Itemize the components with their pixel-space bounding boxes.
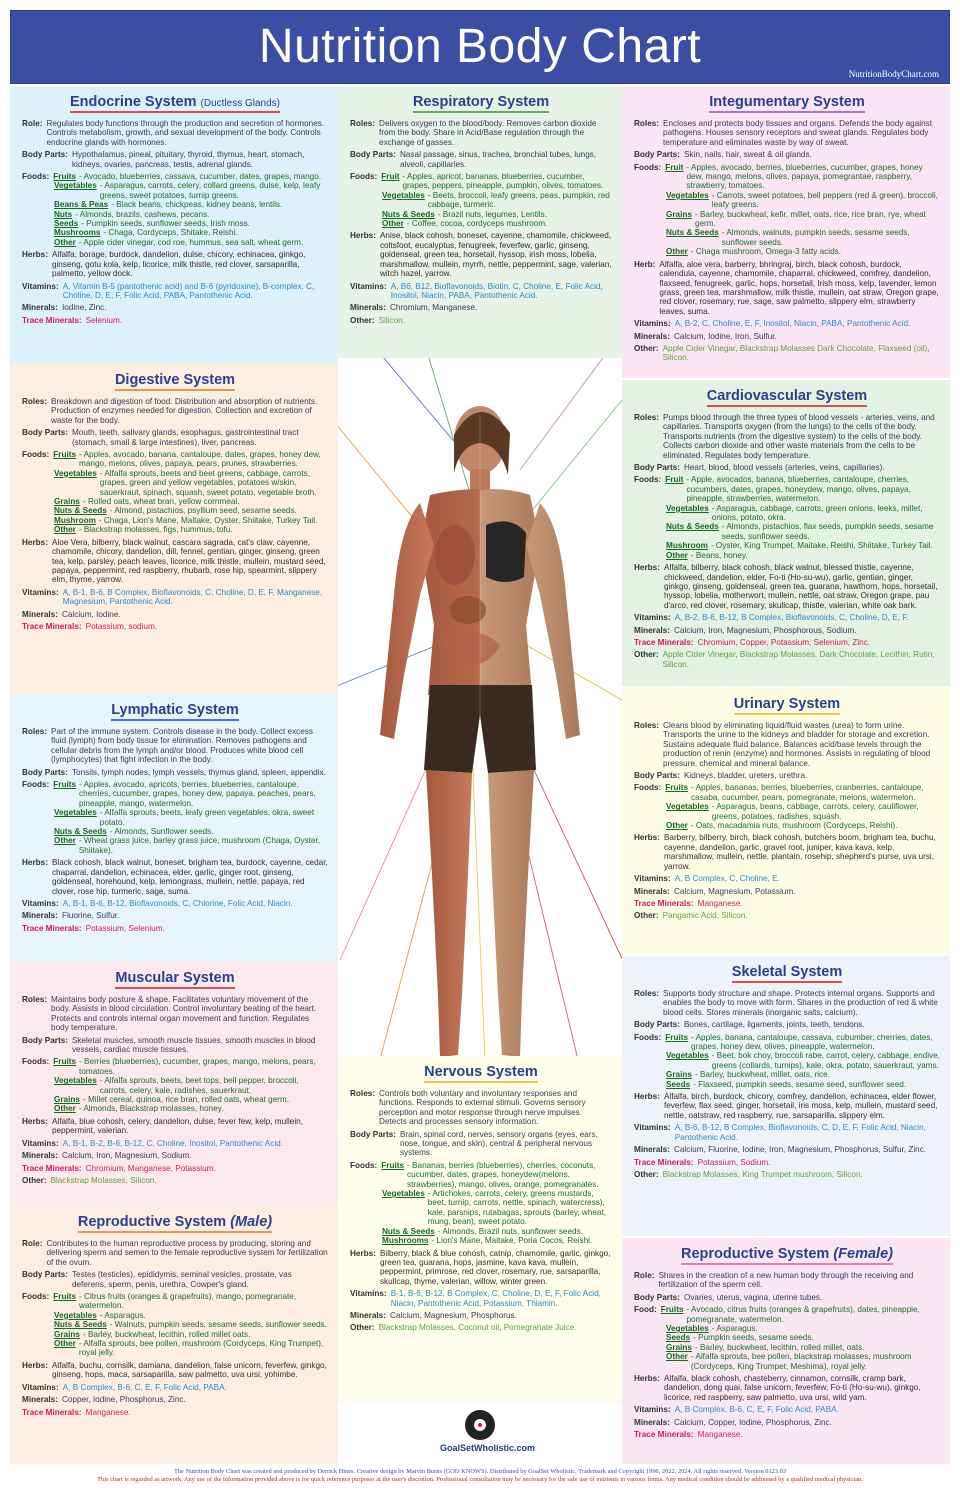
- lymphatic-trace: Trace Minerals: Potassium, Selenium.: [22, 923, 165, 933]
- digestive-foods: Foods: Fruits - Apples, avocado, banana, cantaloupe, dates, grapes, honey dew, mango, melons, olives, papaya, pears, prunes, strawberries. Vegetables - Alfalfa sprouts, beets and beet greens, cabbage, carrots, grapes, green and yellow vegetables, potatoes w/skin, sauerkraut, spinach, squash, sweet potato, vegetable broth. Grains - Rolled oats, wheat bran, yellow cornmeal. Nuts & Seeds - Almond, pistachios, psyllium seed, sesame seeds. Mushroom - Chaga, Lion's Mane, Maitake, Oyster, Shiitake, Turkey Tail. Other - Blackstrap molasses, figs, hummus, tofu.: [22, 450, 321, 535]
- skeletal-parts: Body Parts: Bones, cartilage, ligaments, joints, teeth, tendons.: [634, 1020, 865, 1030]
- urinary-foods: Foods: Fruits - Apples, bananas, berries, blueberries, cranberries, cantaloupe, casaba, cucumber, pears, pomegranate, melons, watermelon. Vegetables - Asparagus, beans, cabbage, carrots, celery, cauliflower, greens, potatoes, radishes, squash. Other - Oats, macadamia nuts, mushroom (Cordyceps, Reishi).: [634, 783, 924, 831]
- lymphatic-role: Roles: Part of the immune system. Controls disease in the body. Collect excess fluid (lymph) from body tissue for elimination. Removes pathogens and cellular debris from the lymph and/or blood. Produces white blood cell (lymphocytes) that fight infection in the body.: [22, 727, 313, 765]
- repro-male-herbs: Herbs: Alfalfa, buchu, cornsilk, damiana, dandelion, false unicorn, feverfew, ginkgo, ginseng, hops, maca, sarsaparilla, saw palmetto, uva ursi, yohimbe.: [22, 1360, 327, 1380]
- respiratory-role: Roles: Delivers oxygen to the blood/body. Removes carbon dioxide from the body. Share in Acid/Base regulation through the exchange of gasses.: [350, 119, 597, 147]
- nervous-parts: Body Parts: Brain, spinal cord, nerves, sensory organs (eyes, ears, nose, tongue, and skin), central & peripheral nervous systems.: [350, 1129, 598, 1158]
- nervous-role: Roles: Controls both voluntary and involuntary responses and functions. Responds to external stimuli. Governs sensory perception and motor response through nerve impulses. Detects and processes sensory information.: [350, 1089, 586, 1127]
- repro-male-minerals: Minerals: Copper, Iodine, Phosphorus, Zinc.: [22, 1395, 186, 1405]
- digestive-parts: Body Parts: Mouth, teeth, salivary glands, esophagus, gastrointestinal tract (stomach, small & large intestines), liver, pancreas.: [22, 428, 299, 447]
- panel-integumentary: [622, 86, 950, 378]
- panel-muscular: [10, 962, 338, 1206]
- repro-female-minerals: Minerals: Calcium, Copper, Iodine, Phosphorus, Zinc.: [634, 1417, 832, 1427]
- nervous-other: Other: Blackstrap Molasses, Coconut oil, Pomegranate Juice.: [350, 1323, 577, 1333]
- panel-skeletal: [622, 956, 950, 1236]
- respiratory-title: Respiratory System: [350, 94, 612, 113]
- target-icon: [465, 1410, 495, 1440]
- cardio-herbs: Herbs: Alfalfa, bilberry, black cohosh, black walnut, blessed thistle, cayenne, chickweed, dandelion, elder, Fo-ti (Ho-su-wu), garlic, gentian, ginger, ginkgo, ginseng, goldenseal, green tea, guarana, hawthorn, hops, horsetail, hyssop, lobelia, motherwort, mullein, nettle, oat straw, Oregon grape, pau d'arco, red clover, rosemary, skullcap, thistle, valerian, white oak bark.: [634, 563, 938, 610]
- skeletal-foods: Foods: Fruits - Apples, banana, cantaloupe, cassava, cubumber, cherries, dates, grapes, honey dew, olives, pineapple, watermelon. Vegetables - Beet, bok choy, broccoli rabe, carrot, celery, cabbage, endive, greens (collards, turnips), kale, okra, potato, sauerkraut, yams. Grains - Barley, buckwheat, millet, oats, rice. Seeds - Flaxseed, pumpkin seeds, sesame seed, sunflower seed.: [634, 1032, 940, 1089]
- integumentary-parts: Body Parts: Skin, nails, hair, sweat & oil glands.: [634, 150, 812, 160]
- endocrine-trace: Trace Minerals: Selenium.: [22, 315, 123, 325]
- muscular-foods: Foods: Fruits - Berries (blueberries), cucumber, grapes, mango, melons, pears, tomatoes. Vegetables - Alfalfa sprouts, beets, beet tops, bell pepper, broccoli, carrots, celery, kale, radishes, sauerkraut. Grains - Millet cereal, quinoa, rice bran, rolled oats, wheat germ. Other - Almonds, Blackstrap molasses, honey.: [22, 1057, 316, 1114]
- muscular-parts: Body Parts: Skeletal muscles, smooth muscle tissues, smooth muscles in blood vessels, cardiac muscle tissues.: [22, 1035, 316, 1055]
- brand-url[interactable]: GoalSetWholistic.com: [440, 1443, 536, 1453]
- digestive-vitamins: Vitamins: A, B-1, B-6, B Complex, Bioflavonoids, C, Choline, D, E, F, Manganese, Magnesium, Pantothenic Acid.: [22, 587, 323, 607]
- skeletal-title: Skeletal System: [634, 964, 940, 983]
- repro-male-vitamins: Vitamins: A, B Complex, B-6, C, E, F, Folic Acid, PABA.: [22, 1382, 227, 1392]
- integumentary-title: Integumentary System: [634, 94, 940, 113]
- panel-urinary: [622, 688, 950, 954]
- skeletal-herbs: Herbs: Alfalfa, birch, burdock, chicory, comfrey, dandelion, echinacea, elder flower, feverfew, flax seed, ginger, horsetail, iris moss, kelp, mullein, mustard seed, nettle, oatstraw, red raspberry, rue, sarsaparilla, slippery elm.: [634, 1092, 938, 1120]
- repro-male-role: Role: Contributes to the human reproductive process by producing, storing and delivering sperm and semen to the female reproductive system for fertilization of the ovum.: [22, 1239, 328, 1267]
- cardio-foods: Foods: Fruit - Apple, avocados, banana, blueberries, cantaloupe, cherries, cucumbers, dates, grapes, honeydew, mango, olives, papaya, pineapple, strawberries, watermelon. Vegetables - Asparagus, cabbage, carrots, green onions, leeks, millet, onions, potato, okra. Nuts & Seeds - Almonds, pistachios, flax seeds, pumpkin seeds, sesame seeds, sunflower seeds. Mushroom - Oyster, King Trumpet, Maitake, Reishi, Shiitake, Turkey Tail. Other - Beans, honey.: [634, 475, 934, 560]
- muscular-minerals: Minerals: Calcium, Iron, Magnesium, Sodium.: [22, 1151, 192, 1161]
- skeletal-role: Roles: Supports body structure and shape. Protects internal organs. Supports and enables the body to move with form. Shares in the production of red & white blood cells. Stores minerals (inorganic salts, calcium).: [634, 989, 938, 1017]
- panel-endocrine: [10, 86, 338, 364]
- skeletal-trace: Trace Minerals: Potassium, Sodium.: [634, 1157, 771, 1167]
- urinary-other: Other: Pangamic Acid, Silicon.: [634, 911, 748, 921]
- urinary-role: Roles: Cleans blood by eliminating liquid/fluid wastes (urea) to form urine. Transports the urine to the kidneys and bladder for storage and excretion. Sustains adequate fluid balance. Balances acid/base levels through the production of renin (enzyme) and hormones. Assists in regulating of blood pressure, chemical and mineral balance.: [634, 721, 931, 768]
- respiratory-minerals: Minerals: Chromium, Manganese.: [350, 303, 478, 313]
- digestive-role: Roles: Breakdown and digestion of food. Distribution and absorption of nutrients. Production of enzymes needed for digestion. Collection and excretion of waste for the body.: [22, 397, 318, 425]
- nervous-herbs: Herbs: Bilberry, black & blue cohosh, catnip, chamomile, garlic, ginkgo, green tea, guarana, hops, jasmine, kava kava, mullein, peppermint, primrose, red clover, rosemary, rue, sarsaparilla, skullcap, thyme, valerian, willow, winter green.: [350, 1248, 611, 1286]
- panel-repro-female: [622, 1238, 950, 1464]
- endocrine-vitamins: Vitamins: A, Vitamin B-5 (pantothenic acid) and B-6 (pyridoxine), B-complex, C, Choline, D, E, F, Folic Acid, PABA, Pantothenic Acid.: [22, 281, 315, 300]
- endocrine-title: Endocrine System (Ductless Glands): [22, 94, 328, 113]
- urinary-trace: Trace Minerals: Manganese.: [634, 898, 743, 908]
- respiratory-parts: Body Parts: Nasal passage, sinus, trachea, bronchial tubes, lungs, alveoli, capillaries.: [350, 150, 597, 169]
- skeletal-vitamins: Vitamins: A, B-6, B-12, B Complex, Bioflavonoids, C, D, E, F, Folic Acid, Niacin, Pantothenic Acid.: [634, 1123, 926, 1142]
- panel-repro-male: [10, 1206, 338, 1464]
- footer: [10, 1468, 950, 1484]
- urinary-herbs: Herbs: Barberry, bilberry, birch, black cohosh, butchers boom, brigham tea, buchu, cayenne, dandelion, garlic, gravel root, juniper, kava kava, kelp, marshmallow, mullein, nettle, plantain, rosehip, shepherd's purse, uva ursi, yarrow.: [634, 833, 936, 871]
- cardio-trace: Trace Minerals: Chromium, Copper, Potassium, Selenium, Zinc.: [634, 637, 871, 647]
- urinary-parts: Body Parts: Kidneys, bladder, ureters, urethra.: [634, 771, 808, 781]
- endocrine-herbs: Herbs: Alfalfa, borage, burdock, dandelion, dulse, chicory, echinacea, ginkgo, ginseng, gotu kola, kelp, licorice, milk thistle, red clover, sarsaparilla, palmetto, yellow dock.: [22, 250, 306, 279]
- repro-female-trace: Trace Minerals: Manganese.: [634, 1430, 743, 1440]
- repro-female-foods: Food: Fruits - Avocado, citrus fruits (oranges & grapefruits), dates, pineapple, pomegranate, watermelon. Vegetables - Asparagus. Seeds - Pumpkin seeds, sesame seeds. Grains - Barley, buckwheat, lecithin, rolled millet, oats. Other - Alfalfa sprouts, bee pollen, blackstrap molasses, mushroom (Cordyceps, King Trumpet, Meshima), royal jelly.: [634, 1305, 920, 1371]
- integumentary-role: Roles: Encloses and protects body tissues and organs. Defends the body against pathogens. Houses sensory receptors and sweat glands. Regulates body temperature and eliminates waste by way of sweat.: [634, 119, 933, 147]
- lymphatic-title: Lymphatic System: [22, 702, 328, 721]
- muscular-title: Muscular System: [22, 970, 328, 989]
- panel-respiratory: [338, 86, 622, 358]
- repro-male-parts: Body Parts: Testes (testicles), epididymis, seminal vesicles, prostate, vas deferens, sperm, penis, urethra, Cowper's gland.: [22, 1270, 292, 1289]
- repro-female-vitamins: Vitamins: A, B Complex, B-6, C, E, F, Folic Acid, PABA.: [634, 1405, 839, 1415]
- muscular-trace: Trace Minerals: Chromium, Manganese, Potassium.: [22, 1163, 216, 1173]
- endocrine-role: Role: Regulates body functions through the production and secretion of hormones. Controls metabolism, growth, and sexual development of the body. Controls endocrine glands with hormones.: [22, 119, 325, 147]
- cardio-parts: Body Parts: Heart, blood, blood vessels (arteries, veins, capillaries).: [634, 463, 885, 473]
- nervous-foods: Foods: Fruits - Bananas, berries (blueberries), cherries, coconuts, cucumber, dates, grapes, honeydew(melons, strawberries), mango, olives, orange, pomegranates. Vegetables - Artichokes, carrots, celery, greens mustards, beet, turnip, carrots, nettle, spinach, watercress), kale, parsnips, rutabagas, sprouts (barley, wheat, mung, bean), sweet potato. Nuts & Seeds - Almonds, Brazil nuts, sunflower seeds. Mushrooms - Lion's Mane, Maitake, Poria Cocos, Reishi.: [350, 1160, 607, 1246]
- endocrine-parts: Body Parts: Hypothalamus, pineal, pituitary, thyroid, thymus, heart, stomach, kidneys, ovaries, pancreas, testis, adrenal glands.: [22, 150, 305, 169]
- respiratory-other: Other: Silicon.: [350, 315, 405, 325]
- title-bar: [10, 10, 950, 84]
- integumentary-other: Other: Apple Cider Vinegar, Blackstrap Molasses Dark Chocolate, Flaxseed (oil), Silicon.: [634, 343, 930, 363]
- goalset-logo[interactable]: [440, 1410, 536, 1453]
- endocrine-minerals: Minerals: Iodine, Zinc.: [22, 303, 107, 313]
- integumentary-vitamins: Vitamins: A, B-2, C, Choline, E, F, Inositol, Niacin, PABA, Pantothenic Acid.: [634, 319, 911, 329]
- repro-female-title: Reproductive System (Female): [634, 1246, 940, 1265]
- integumentary-minerals: Minerals: Calcium, Iodine, Iron, Sulfur.: [634, 331, 777, 341]
- muscular-vitamins: Vitamins: A, B-1, B-2, B-6, B-12, C, Choline, Inositol, Pantothenic Acid.: [22, 1138, 283, 1148]
- cardio-minerals: Minerals: Calcium, Iron, Magnesium, Phosphorous, Sodium.: [634, 625, 857, 635]
- panel-nervous: [338, 1056, 622, 1402]
- integumentary-foods: Foods: Fruit - Apples, avocado, berries, blueberries, cucumber, grapes, honey dew, mango, melons, olives, papaya, pomegrantae, raspberry, strawberry, tomatoes. Vegetables - Carrots, sweet potatoes, bell peppers (red & green), broccoli, leafy greens. Grains - Barley, buckwheat, kefir, millet, oats, rice, rice bran, rye, wheat germ. Nuts & Seeds - Almonds, walnuts, pumpkin seeds, sesame seeds, sunflower seeds. Other - Chaga mushroom, Omega-3 fatty acids.: [634, 162, 938, 257]
- page-title: Nutrition Body Chart: [258, 20, 702, 73]
- cardio-role: Roles: Pumps blood through the three types of blood vessels - arteries, veins, and capillaries. Transports oxygen (from the lungs) to the cells of the body. Transports nutrients (from the digestive system) to the cells of the body. Collects carbon dioxide and other waste materials from the cells to be eliminated. Regulates body temperature.: [634, 413, 935, 460]
- site-url[interactable]: NutritionBodyChart.com: [848, 69, 939, 79]
- lymphatic-parts: Body Parts: Tonsils, lymph nodes, lymph vessels, thymus gland, spleen, appendix.: [22, 767, 326, 777]
- digestive-trace: Trace Minerals: Potassium, sodium.: [22, 621, 158, 631]
- urinary-minerals: Minerals: Calcium, Magnesium, Potassium.: [634, 886, 796, 896]
- digestive-herbs: Herbs: Aloe Vera, bilberry, black walnut, cascara sagrada, cat's claw, cayenne, chamomile, chicory, dandelion, dill, fennel, gentian, ginger, ginseng, green tea, kelp, parsley, peach leaves, licorice, milk thistle, mullein, mustard seed, papaya, peppermint, red raspberry, rhubarb, rose hip, spearmint, slippery elm, thyme, yarrow.: [22, 537, 326, 585]
- lymphatic-minerals: Minerals: Fluorine, Sulfur.: [22, 911, 120, 921]
- repro-male-foods: Foods: Fruits - Citrus fruits (oranges & grapefruits), mango, pomegranate, watermelon. Vegetables - Asparagus. Nuts & Seeds - Walnuts, pumpkin seeds, sesame seeds, sunflower seeds. Grains - Barley, buckwheat, lecithin, rolled millet oats. Other - Alfalfa sprouts, bee pollen, mushroom (Cordyceps, King Trumpet), royal jelly.: [22, 1292, 328, 1358]
- repro-male-title: Reproductive System (Male): [22, 1214, 328, 1233]
- endocrine-foods: Foods: Fruits - Avocado, blueberries, cassava, cucumber, dates, grapes, mango. Vegetables - Asparagus, carrots, celery, collard greens, dulse, kelp, leafy greens, sweet potatoes, turnip greens. Beans & Peas - Black beans, chickpeas, kidney beans, lentils. Nuts - Almonds, brazils, cashews, pecans. Seeds - Pumpkin seeds, sunflower seeds, Irish moss. Mushrooms - Chaga, Cordyceps, Shitake, Reishi. Other - Apple cider vinegar, cod roe, hummus, sea salt, wheat germ.: [22, 172, 322, 247]
- respiratory-foods: Foods: Fruit - Apples, apricot, bananas, blueberries, cucumber, grapes, peppers, pineapple, pumpkin, olives, tomatoes. Vegetables - Beets, broccoli, leafy greens, peas, pumpkin, red cabbage, turmeric. Nuts & Seeds - Brazil nuts, legumes, Lentils. Other - Coffee, cocoa, cordyceps mushroom.: [350, 172, 610, 229]
- lymphatic-herbs: Herbs: Black cohosh, black walnut, boneset, brigham tea, burdock, cayenne, cedar, chaparral, dandelion, echinacea, elder, garlic, ginger root, ginseng, goldenseal, horehound, kelp, lemongrass, mullein, nettle, papaya, red clover, rose hip, turmeric, sage, suma.: [22, 858, 328, 896]
- integumentary-herbs: Herb: Alfalfa, aloe vera, barberry, bhringraj, birch, black cohosh, burdock, calendula, cayenne, chamomile, chaparral, chickweed, comfrey, dandelion, flaxseed, fenugreek, garlic, hops, horsetail, Irish moss, kelp, lavender, lemon grass, green tea, marshmallow, milk thistle, mullein, oat straw, Oregon grape, red clover, rosemary, rue, sage, saw palmetto, slippery elm, strawberry leaves, suma.: [634, 259, 939, 316]
- panel-lymphatic: [10, 694, 338, 962]
- lymphatic-foods: Foods: Fruits - Apples, avocado, apricots, berries, blueberries, cantaloupe, cherries, cucumber, grapes, honey dew, papaya, peaches, pears, pineapple, mango, watermelon. Vegetables - Alfalfa sprouts, beets, leafy green vegetables, okra, sweet potato. Nuts & Seeds - Almonds, Sunflower seeds. Other - Wheat grass juice, barley grass juice, mushroom (Chaga, Oyster, Shiitake).: [22, 780, 321, 855]
- panel-cardiovascular: [622, 380, 950, 686]
- repro-female-herbs: Herbs: Alfalfa, black cohosh, chasteberry, cinnamon, cornsilk, cramp bark, dandelion, dong quai, false unicorn, feverfew, Fo-ti (Ho-su-wu), ginkgo, licorice, red raspberry, saw palmetto, uva ursi, wild yam.: [634, 1374, 921, 1402]
- cardio-other: Other: Apple Cider Vinegar, Blackstrap Molasses, Dark Chocolate, Lecithin, Rutin, Silicon.: [634, 650, 935, 669]
- skeletal-other: Other: Blackstrap Molasses, King Trumpet mushroom, Silicon.: [634, 1169, 863, 1179]
- footer-disclaimer: This chart is regarded as artwork. Any use of the information provided above is for quick reference purposes at the user's discretion. Professional consultation may be necessary for the safe use of nutrients in various forms. Any medical condition should be addressed by a qualified medical physician.: [97, 1476, 863, 1483]
- urinary-title: Urinary System: [634, 696, 940, 715]
- repro-female-parts: Body Parts: Ovaries, uterus, vagina, uterine tubes.: [634, 1292, 823, 1302]
- lymphatic-vitamins: Vitamins: A, B-1, B-6, B-12, Bioflavonoids, C, Chlorine, Folic Acid, Niacin.: [22, 898, 293, 908]
- repro-male-trace: Trace Minerals: Manganese.: [22, 1407, 131, 1417]
- cardio-title: Cardiovascular System: [634, 388, 940, 407]
- digestive-minerals: Minerals: Calcium, Iodine.: [22, 609, 121, 619]
- panel-digestive: [10, 364, 338, 694]
- respiratory-vitamins: Vitamins: A, B6, B12, Bioflavonoids, Biotin, C, Choline, E, Folic Acid, Inositol, Niacin, PABA, Pantothenic Acid.: [350, 281, 603, 300]
- urinary-vitamins: Vitamins: A, B Complex, C, Choline, E.: [634, 874, 780, 884]
- respiratory-herbs: Herbs: Anise, black cohosh, boneset, cayenne, chamomile, chickweed, coltsfoot, eucalyptus, fenugreek, feverfew, garlic, ginseng, goldenseal, green tea, horsetail, hyssop, irish moss, lobelia, marshmallow, mullein, myrrh, nettle, peppermint, sage, valerian, witch hazel, yarrow.: [350, 231, 612, 279]
- muscular-role: Roles: Maintains body posture & shape. Facilitates voluntary movement of the body. Assists in blood circulation. Control involuntary beating of the heart. Protects and controls internal organ movement and function. Regulates body temperature.: [22, 995, 317, 1033]
- cardio-vitamins: Vitamins: A, B-2, B-6, B-12, B Complex, Bioflavonoids, C, Choline, D, E, F.: [634, 613, 909, 623]
- nervous-minerals: Minerals: Calcium, Magnesium, Phosphorus.: [350, 1310, 517, 1320]
- nervous-vitamins: Vitamins: B-1, B-6, B-12, B Complex, C, Choline, D, E, F, Folic Acid, Niacin, Pantothenic Acid, Potassium, Thiamin.: [350, 1289, 601, 1308]
- muscular-herbs: Herbs: Alfalfa, blue cohosh, celery, dandelion, dulse, fever few, kelp, mullein, peppermint, valerian.: [22, 1116, 304, 1136]
- digestive-title: Digestive System: [22, 372, 328, 391]
- repro-female-role: Role: Shares in the creation of a new human body through the receiving and fertilization of the sperm cell.: [634, 1271, 914, 1290]
- footer-credits: The Nutrition Body Chart was created and produced by Derrick Hines. Creative design by Marvin Burns (GOD KNOWS). Distributed by GoalSet Wholistic, Trademark and Copyright 1996, 2022, 2024. All rights reserved. Version 0123.03: [173, 1468, 787, 1475]
- skeletal-minerals: Minerals: Calcium, Fluorine, Iodine, Iron, Magnesium, Phosphorus, Sulfur, Zinc.: [634, 1145, 927, 1155]
- muscular-other: Other: Blackstrap Molasses, Silicon.: [22, 1175, 157, 1185]
- human-body-figure: [350, 395, 610, 1085]
- nervous-title: Nervous System: [350, 1064, 612, 1083]
